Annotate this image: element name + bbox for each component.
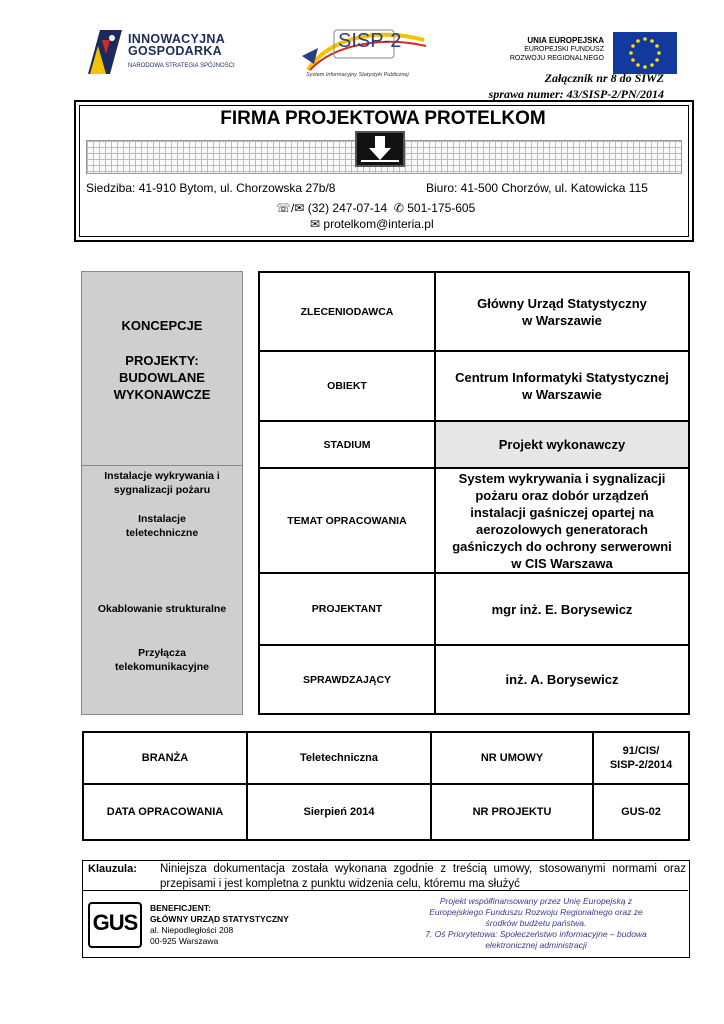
project-info-table (258, 271, 690, 715)
sisp2-logo-subtitle: System Informacyjny Statystyki Publicznej (306, 72, 409, 78)
cofinancing-note: Projekt współfinansowany przez Unię Europejską z Europejskiego Funduszu Rozwoju Regionalnego oraz ze środków budżetu państwa. 7. Oś Priorytetowa: Społeczeństwo informacyjne – budowa elektronicznej administracji (425, 896, 647, 950)
scope-panel (81, 271, 243, 715)
table-row (83, 784, 689, 840)
beneficjent-block: BENEFICJENT: GŁÓWNY URZĄD STATYSTYCZNY al. Niepodległości 208 00-925 Warszawa (150, 903, 289, 946)
table-row (259, 351, 689, 421)
gus-logo: GUS (88, 902, 142, 948)
projekty-label: PROJEKTY: BUDOWLANE WYKONAWCZE (113, 353, 211, 402)
temat-label: TEMAT OPRACOWANIA (259, 468, 435, 573)
inst-tele-label: Instalacje teletechniczne (125, 513, 199, 539)
table-row (259, 573, 689, 645)
ig-flag-icon (88, 30, 122, 74)
attachment-label: Załącznik nr 8 do SIWZ (544, 71, 664, 85)
firm-office: Biuro: 41-500 Chorzów, ul. Katowicka 115 (426, 181, 648, 195)
eu-fund-text: UNIA EUROPEJSKA EUROPEJSKI FUNDUSZ ROZWOJU REGIONALNEGO (509, 36, 604, 62)
obiekt-value: Centrum Informatyki Statystycznej w Warszawie (435, 351, 689, 421)
contract-info-table (82, 731, 690, 841)
innowacyjna-gospodarka-logo (88, 30, 248, 76)
table-row (259, 421, 689, 468)
branza-label: BRANŻA (83, 732, 247, 784)
zleceniodawca-value: Główny Urząd Statystyczny w Warszawie (435, 272, 689, 351)
table-row (259, 272, 689, 351)
eu-flag-icon (613, 32, 677, 74)
przylacza-label: Przyłącza telekomunikacyjne (115, 647, 209, 673)
nr-projektu-value: GUS-02 (593, 784, 689, 840)
table-row (83, 732, 689, 784)
klauzula-label: Klauzula: (88, 863, 137, 875)
obiekt-label: OBIEKT (259, 351, 435, 421)
ig-logo-title: INNOWACYJNA GOSPODARKA (128, 32, 226, 58)
firm-mobile: 501-175-605 (407, 201, 476, 215)
firm-phone: (32) 247-07-14 (307, 201, 388, 215)
temat-value: System wykrywania i sygnalizacji pożaru oraz dobór urządzeń instalacji gaśniczej opartej na aerozolowych generatorach gaśniczych do ochrony serwerowni w CIS Warszawa (435, 468, 689, 573)
phone-fax-icon: ☏/✉ (276, 201, 305, 215)
okablowanie-label: Okablowanie strukturalne (97, 603, 227, 615)
ig-logo-tagline: NARODOWA STRATEGIA SPÓJNOŚCI (128, 63, 235, 69)
protelkom-logo-icon (355, 131, 405, 167)
projektant-label: PROJEKTANT (259, 573, 435, 645)
mobile-icon: ✆ (390, 201, 404, 215)
nr-umowy-value: 91/CIS/ SISP-2/2014 (593, 732, 689, 784)
email-icon: ✉ (310, 217, 321, 231)
table-row (259, 645, 689, 714)
sprawdzajacy-value: inż. A. Borysewicz (435, 645, 689, 714)
klauzula-text: Niniejsza dokumentacja została wykonana zgodnie z treścią umowy, stosowanymi normami oraz przepisami i jest kompletna z punktu widzenia celu, któremu ma służyć (160, 863, 686, 890)
table-row (259, 468, 689, 573)
nr-projektu-label: NR PROJEKTU (431, 784, 593, 840)
firm-seat: Siedziba: 41-910 Bytom, ul. Chorzowska 27b/8 (86, 181, 336, 195)
projektant-value: mgr inż. E. Borysewicz (435, 573, 689, 645)
koncepcje-label: KONCEPCJE (121, 318, 203, 333)
sisp2-logo (300, 26, 432, 84)
case-number: sprawa numer: 43/SISP-2/PN/2014 (488, 87, 664, 101)
klauzula-divider (82, 890, 688, 891)
stadium-value: Projekt wykonawczy (435, 421, 689, 468)
firm-email-line (310, 217, 434, 231)
data-label: DATA OPRACOWANIA (83, 784, 247, 840)
stadium-label: STADIUM (259, 421, 435, 468)
nr-umowy-label: NR UMOWY (431, 732, 593, 784)
data-value: Sierpień 2014 (247, 784, 431, 840)
panel-divider (82, 465, 242, 466)
firm-email[interactable]: protelkom@interia.pl (323, 217, 434, 231)
zleceniodawca-label: ZLECENIODAWCA (259, 272, 435, 351)
sprawdzajacy-label: SPRAWDZAJĄCY (259, 645, 435, 714)
inst-fire-label: Instalacje wykrywania i sygnalizacji pożaru (104, 470, 220, 496)
firm-name: FIRMA PROJEKTOWA PROTELKOM (220, 108, 546, 129)
branza-value: Teletechniczna (247, 732, 431, 784)
attachment-info (420, 70, 664, 102)
sisp2-logo-name: SISP-2 (338, 30, 402, 52)
firm-phones (276, 201, 475, 215)
